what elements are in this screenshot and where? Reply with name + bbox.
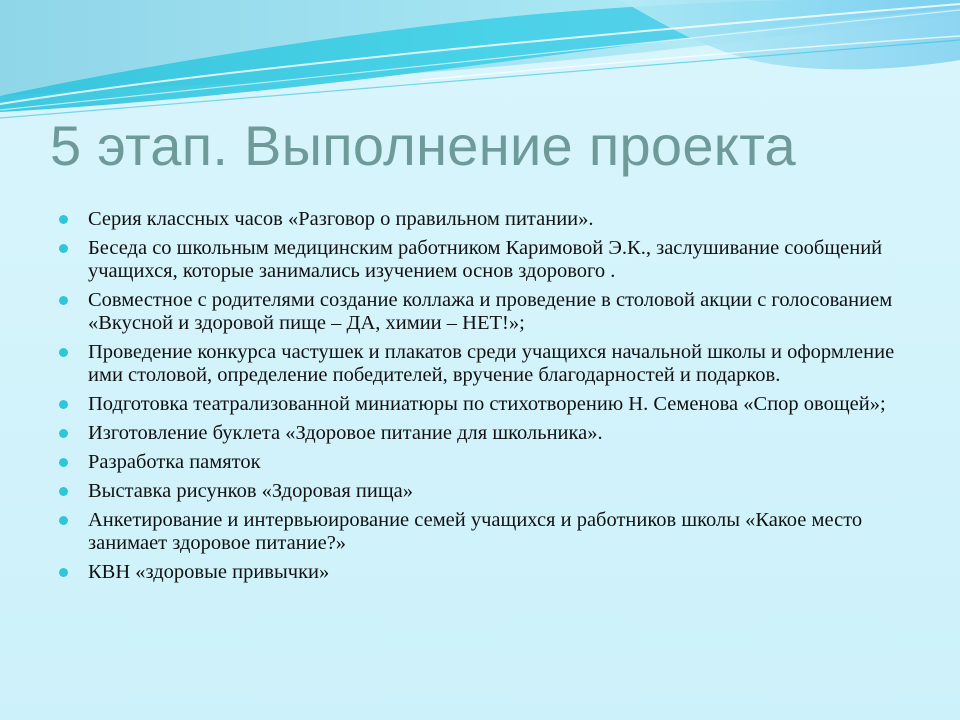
bullet-dot-icon <box>59 400 68 409</box>
bullet-dot-icon <box>59 568 68 577</box>
page-title: 5 этап. Выполнение проекта <box>50 114 796 177</box>
bullet-dot-icon <box>59 458 68 467</box>
bullet-dot-icon <box>59 296 68 305</box>
bullet-item <box>58 451 908 474</box>
bullet-dot-icon <box>59 487 68 496</box>
bullet-text: Анкетирование и интервьюирование семей учащихся и работников школы «Какое место занимает здоровое питание?» <box>88 509 863 554</box>
bullet-item <box>58 422 908 445</box>
bullet-item <box>58 393 908 416</box>
bullet-item <box>58 208 908 231</box>
bullet-dot-icon <box>59 244 68 253</box>
bullet-text: Беседа со школьным медицинским работником Каримовой Э.К., заслушивание сообщений учащихся, которые занимались изучением основ здорового . <box>88 237 883 282</box>
bullet-item <box>58 509 908 555</box>
bullet-item <box>58 561 908 584</box>
bullet-item <box>58 237 908 283</box>
bullet-item <box>58 341 908 387</box>
bullet-text: Выставка рисунков «Здоровая пища» <box>88 480 413 502</box>
bullet-list <box>58 208 908 590</box>
bullet-text: Проведение конкурса частушек и плакатов среди учащихся начальной школы и оформление ими столовой, определение победителей, вручение благодарностей и подарков. <box>88 341 895 386</box>
bullet-text: Разработка памяток <box>88 451 261 473</box>
bullet-item <box>58 289 908 335</box>
bullet-text: Совместное с родителями создание коллажа и проведение в столовой акции с голосованием «Вкусной и здоровой пище – ДА, химии – НЕТ!»; <box>88 289 893 334</box>
bullet-item <box>58 480 908 503</box>
bullet-dot-icon <box>59 215 68 224</box>
bullet-text: Серия классных часов «Разговор о правильном питании». <box>88 208 594 230</box>
bullet-dot-icon <box>59 429 68 438</box>
bullet-text: Изготовление буклета «Здоровое питание для школьника». <box>88 422 603 444</box>
bullet-dot-icon <box>59 516 68 525</box>
bullet-text: КВН «здоровые привычки» <box>88 561 330 583</box>
bullet-text: Подготовка театрализованной миниатюры по стихотворению Н. Семенова «Спор овощей»; <box>88 393 886 415</box>
bullet-dot-icon <box>59 348 68 357</box>
